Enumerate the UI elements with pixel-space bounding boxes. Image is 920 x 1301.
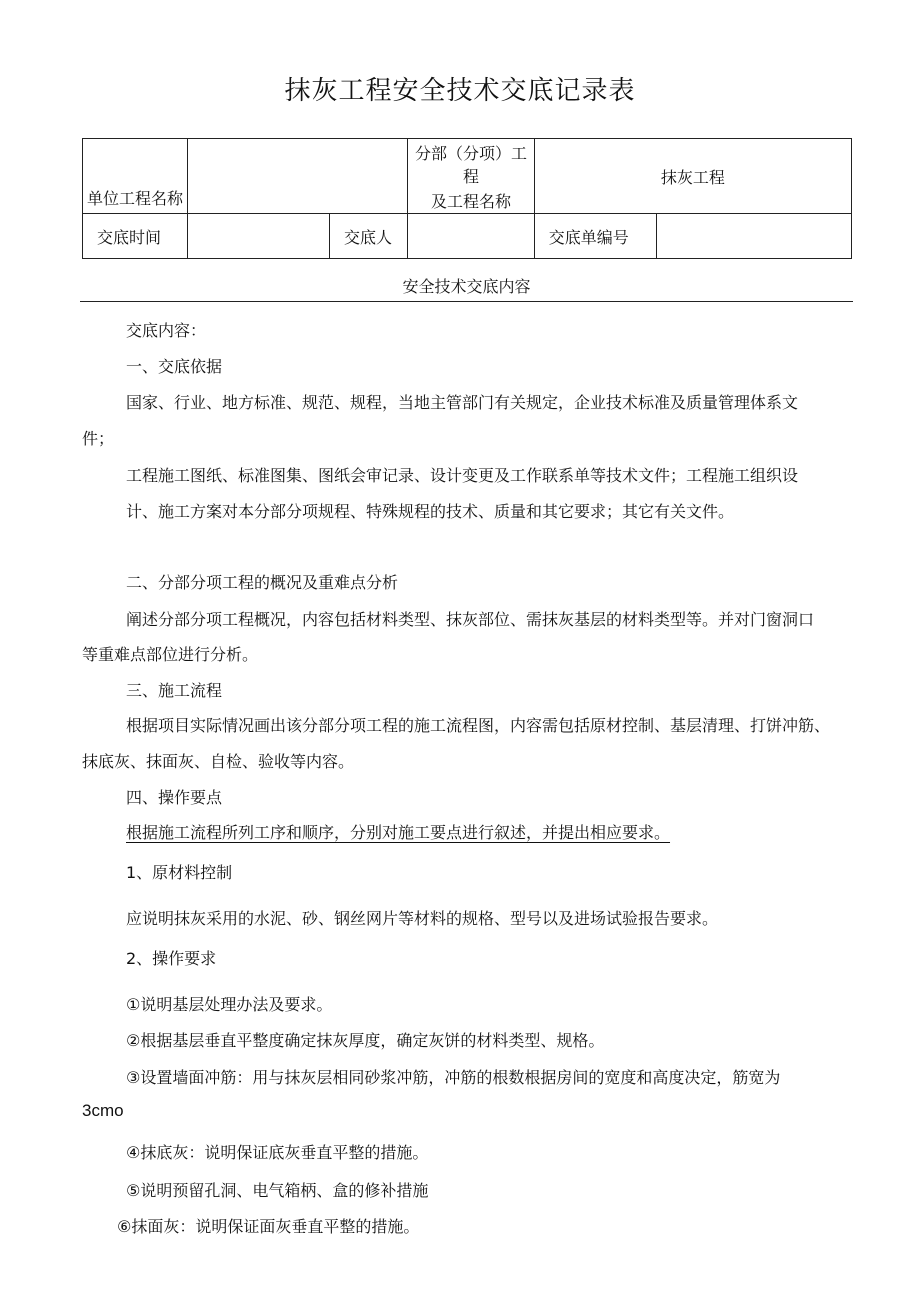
- person-value[interactable]: [408, 214, 535, 259]
- section-3-para-line-1: 根据项目实际情况画出该分部分项工程的施工流程图，内容需包括原材控制、基层清理、打饼冲筋、: [126, 716, 831, 735]
- section-4-heading: 四、操作要点: [126, 788, 223, 807]
- subsection-2-heading: 2、操作要求: [126, 949, 217, 968]
- section-1-para-1-line-1: 国家、行业、地方标准、规范、规程，当地主管部门有关规定，企业技术标准及质量管理体系文: [126, 393, 799, 412]
- unit-project-value[interactable]: [188, 139, 408, 214]
- section-2-heading: 二、分部分项工程的概况及重难点分析: [126, 573, 399, 592]
- intro-text: 交底内容：: [126, 321, 207, 340]
- person-label: 交底人: [329, 214, 407, 259]
- item-1: ①说明基层处理办法及要求。: [126, 995, 333, 1014]
- section-2-para-line-1: 阐述分部分项工程概况，内容包括材料类型、抹灰部位、需抹灰基层的材料类型等。并对门窗洞口: [126, 610, 815, 629]
- sub-project-label: [408, 139, 535, 214]
- item-2: ②根据基层垂直平整度确定抹灰厚度，确定灰饼的材料类型、规格。: [126, 1031, 605, 1050]
- sub-project-value[interactable]: 抹灰工程: [534, 139, 851, 214]
- section-4-para: 根据施工流程所列工序和顺序，分别对施工要点进行叙述，并提出相应要求。: [126, 823, 671, 842]
- item-5: ⑤说明预留孔洞、电气箱柄、盒的修补措施: [126, 1181, 429, 1200]
- time-value[interactable]: [188, 214, 330, 259]
- time-label: 交底时间: [83, 214, 188, 259]
- page-title: 抹灰工程安全技术交底记录表: [284, 76, 636, 106]
- item-4: ④抹底灰：说明保证底灰垂直平整的措施。: [126, 1143, 429, 1162]
- section-2-para-line-2: 等重难点部位进行分析。: [82, 645, 259, 664]
- unit-project-label: 单位工程名称: [83, 139, 188, 214]
- section-3-para-line-2: 抹底灰、抹面灰、自检、验收等内容。: [82, 752, 355, 771]
- section-1-heading: 一、交底依据: [126, 357, 223, 376]
- number-value[interactable]: [657, 214, 852, 259]
- section-1-para-2-line-1: 工程施工图纸、标准图集、图纸会审记录、设计变更及工作联系单等技术文件；工程施工组织设: [126, 466, 799, 485]
- item-3-line-2: 3cmo: [82, 1101, 124, 1120]
- subsection-1-heading: 1、原材料控制: [126, 863, 233, 882]
- section-heading: 安全技术交底内容: [80, 274, 853, 302]
- section-3-heading: 三、施工流程: [126, 681, 223, 700]
- item-6: ⑥抹面灰：说明保证面灰垂直平整的措施。: [117, 1217, 420, 1236]
- subsection-1-para: 应说明抹灰采用的水泥、砂、钢丝网片等材料的规格、型号以及进场试验报告要求。: [126, 909, 719, 928]
- section-1-para-2-line-2: 计、施工方案对本分部分项规程、特殊规程的技术、质量和其它要求；其它有关文件。: [126, 502, 735, 521]
- number-label: 交底单编号: [534, 214, 656, 259]
- item-3-line-1: ③设置墙面冲筋：用与抹灰层相同砂浆冲筋，冲筋的根数根据房间的宽度和高度决定，筋宽为: [126, 1068, 781, 1087]
- section-1-para-1-line-2: 件；: [82, 429, 115, 448]
- project-info-table: [82, 138, 852, 259]
- sub-project-label-line2: 及工程名称: [430, 191, 511, 211]
- sub-project-label-line1: 分部（分项）工程: [414, 143, 527, 186]
